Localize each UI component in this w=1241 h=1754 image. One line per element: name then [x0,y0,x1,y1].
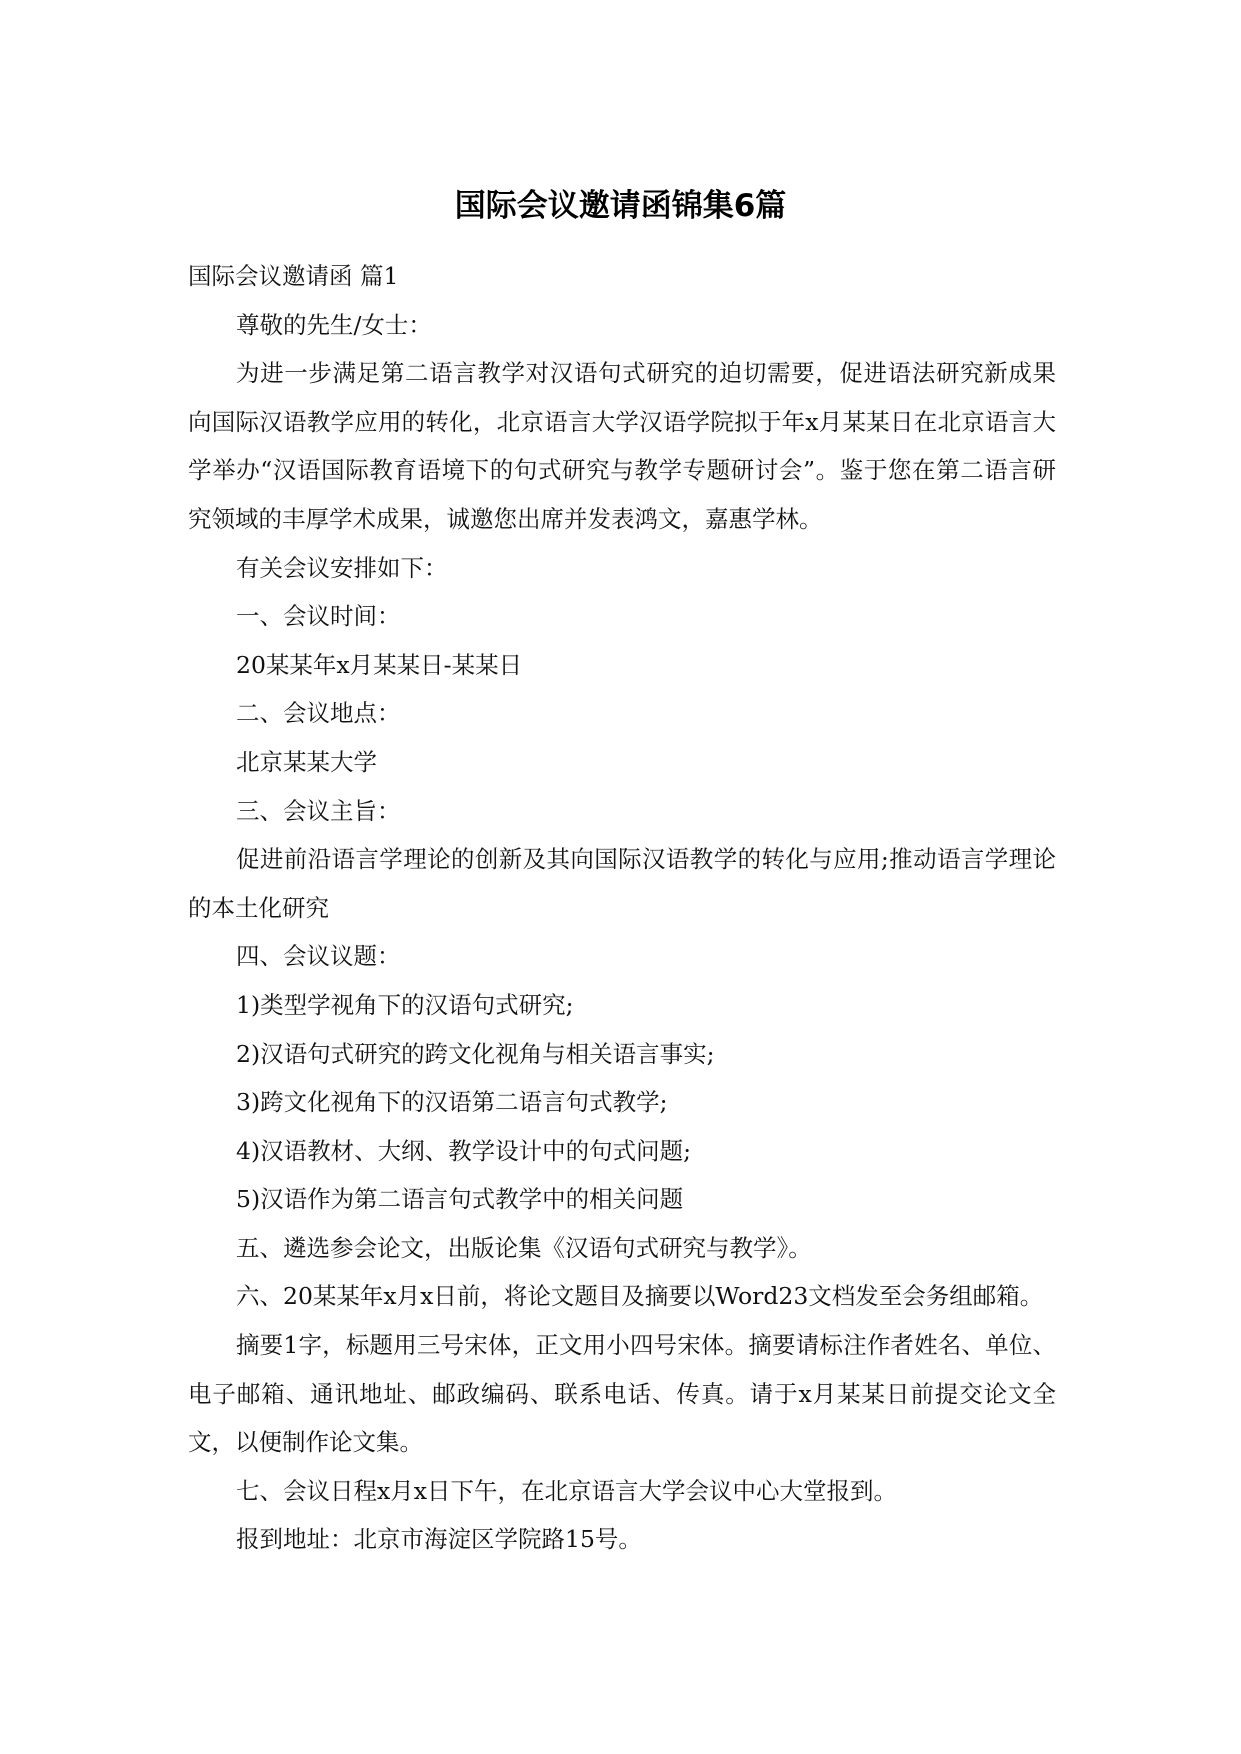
section-heading: 国际会议邀请函 篇1 [188,262,399,290]
paper-selection: 五、遴选参会论文，出版论集《汉语句式研究与教学》。 [236,1233,812,1262]
registration-address: 报到地址：北京市海淀区学院路15号。 [236,1525,642,1554]
abstract-requirements: 摘要1字，标题用三号宋体，正文用小四号宋体。摘要请标注作者姓名、单位、电子邮箱、通讯地址、邮政编码、联系电话、传真。请于x月某某日前提交论文全文，以便制作论文集。 [188,1331,1056,1457]
topic-item: 4)汉语教材、大纲、教学设计中的句式问题; [236,1136,692,1165]
heading-meeting-time: 一、会议时间： [236,602,401,631]
meeting-purpose: 促进前沿语言学理论的创新及其向国际汉语教学的转化与应用;推动语言学理论的本土化研究 [188,845,1056,922]
meeting-schedule: 七、会议日程x月x日下午，在北京语言大学会议中心大堂报到。 [236,1476,898,1505]
document-body [188,252,1056,1564]
topic-item: 2)汉语句式研究的跨文化视角与相关语言事实; [236,1039,715,1068]
intro-paragraph: 为进一步满足第二语言教学对汉语句式研究的迫切需要，促进语法研究新成果向国际汉语教学应用的转化，北京语言大学汉语学院拟于年x月某某日在北京语言大学举办“汉语国际教育语境下的句式研究与教学专题研讨会”。鉴于您在第二语言研究领域的丰厚学术成果，诚邀您出席并发表鸿文，嘉惠学林。 [188,359,1056,533]
heading-meeting-place: 二、会议地点： [236,699,401,728]
heading-meeting-topics: 四、会议议题： [236,942,401,971]
meeting-place: 北京某某大学 [236,747,377,776]
topic-item: 3)跨文化视角下的汉语第二语言句式教学; [236,1088,668,1117]
abstract-deadline: 六、20某某年x月x日前，将论文题目及摘要以Word23文档发至会务组邮箱。 [236,1282,1044,1311]
meeting-time: 20某某年x月某某日-某某日 [236,650,523,679]
topic-item: 5)汉语作为第二语言句式教学中的相关问题 [236,1185,684,1214]
salutation: 尊敬的先生/女士： [236,310,432,339]
heading-meeting-purpose: 三、会议主旨： [236,796,401,825]
document-title: 国际会议邀请函锦集6篇 [454,188,787,224]
arrangement-intro: 有关会议安排如下： [236,553,448,582]
topic-item: 1)类型学视角下的汉语句式研究; [236,990,574,1019]
